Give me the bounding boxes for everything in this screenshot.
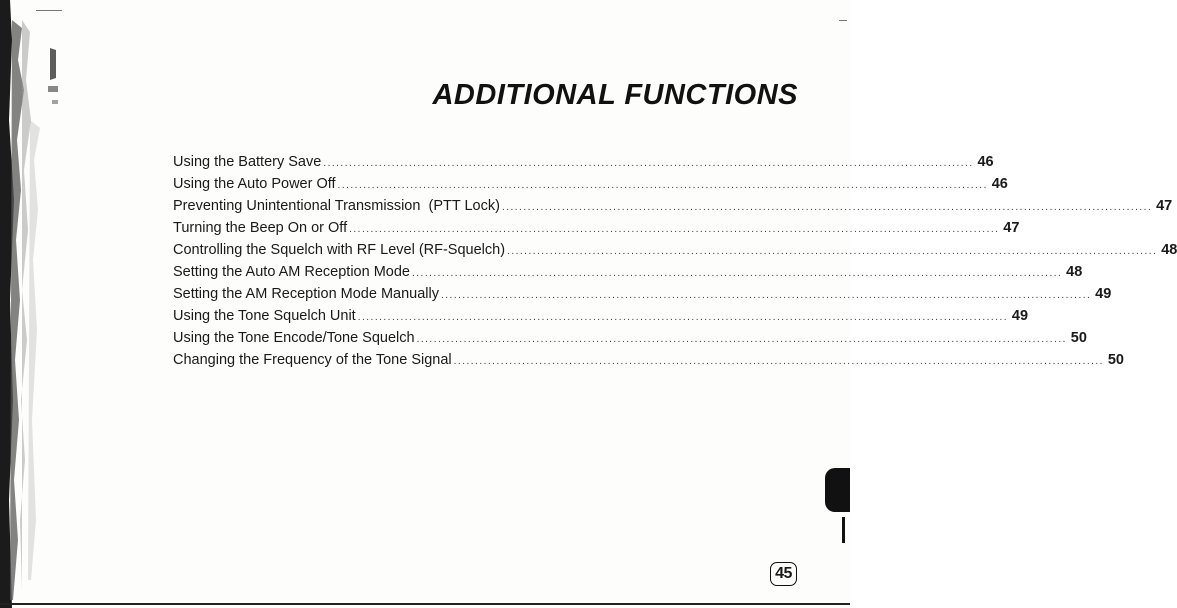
page-number-badge: 45 [770, 562, 797, 586]
toc-dot-leader: ........................................................................................................................................................ [337, 180, 988, 191]
section-thumb-tab [825, 468, 850, 512]
toc-entry-page: 48 [1161, 242, 1177, 258]
toc-dot-leader: ........................................................................................................................................................ [453, 356, 1104, 367]
toc-entry-label: Using the Battery Save [173, 154, 322, 170]
toc-entry-page: 50 [1070, 330, 1087, 346]
toc-entry-page: 49 [1011, 308, 1029, 324]
toc-entry-page: 49 [1095, 286, 1112, 302]
toc-entry-label: Controlling the Squelch with RF Level (RF-Squelch) [173, 242, 506, 258]
toc-entry-label: Turning the Beep On or Off [173, 220, 348, 236]
toc-entry [173, 349, 1124, 371]
toc-entry-label: Changing the Frequency of the Tone Signal [173, 352, 452, 368]
toc-entry [173, 151, 994, 173]
scanned-binding-edge [0, 0, 62, 608]
toc-entry-label: Setting the Auto AM Reception Mode [173, 264, 410, 280]
corner-crop-mark [839, 20, 847, 21]
toc-entry-label: Setting the AM Reception Mode Manually [173, 286, 439, 302]
toc-entry [173, 305, 1029, 327]
toc-entry [173, 283, 1112, 305]
toc-entry-page: 50 [1107, 352, 1124, 368]
toc-dot-leader: ........................................................................................................................................................ [440, 290, 1092, 301]
toc-entry-label: Using the Auto Power Off [173, 176, 336, 192]
toc-entry [173, 239, 1177, 261]
toc-entry [173, 195, 1173, 217]
toc-dot-leader: ........................................................................................................................................................ [507, 246, 1158, 257]
toc-entry [173, 327, 1087, 349]
toc-dot-leader: ........................................................................................................................................................ [416, 334, 1067, 345]
toc-entry [173, 217, 1020, 239]
toc-entry [173, 261, 1083, 283]
toc-dot-leader: ........................................................................................................................................................ [501, 202, 1153, 213]
bottom-divider [0, 603, 850, 605]
toc-entry-page: 46 [991, 176, 1008, 192]
section-edge-mark [842, 517, 845, 543]
toc-entry-page: 47 [1003, 220, 1020, 236]
toc-dot-leader: ........................................................................................................................................................ [357, 312, 1009, 323]
toc-entry-page: 46 [977, 154, 994, 170]
table-of-contents [173, 151, 1177, 371]
toc-entry-page: 48 [1066, 264, 1083, 280]
toc-entry-label: Using the Tone Encode/Tone Squelch [173, 330, 415, 346]
toc-dot-leader: ........................................................................................................................................................ [349, 224, 1000, 235]
toc-entry [173, 173, 1008, 195]
section-title: ADDITIONAL FUNCTIONS [432, 79, 798, 112]
toc-dot-leader: ........................................................................................................................................................ [411, 268, 1063, 279]
toc-entry-label: Using the Tone Squelch Unit [173, 308, 356, 324]
toc-dot-leader: ........................................................................................................................................................ [323, 158, 974, 169]
toc-entry-label: Preventing Unintentional Transmission (PTT Lock) [173, 198, 500, 214]
toc-entry-page: 47 [1156, 198, 1173, 214]
